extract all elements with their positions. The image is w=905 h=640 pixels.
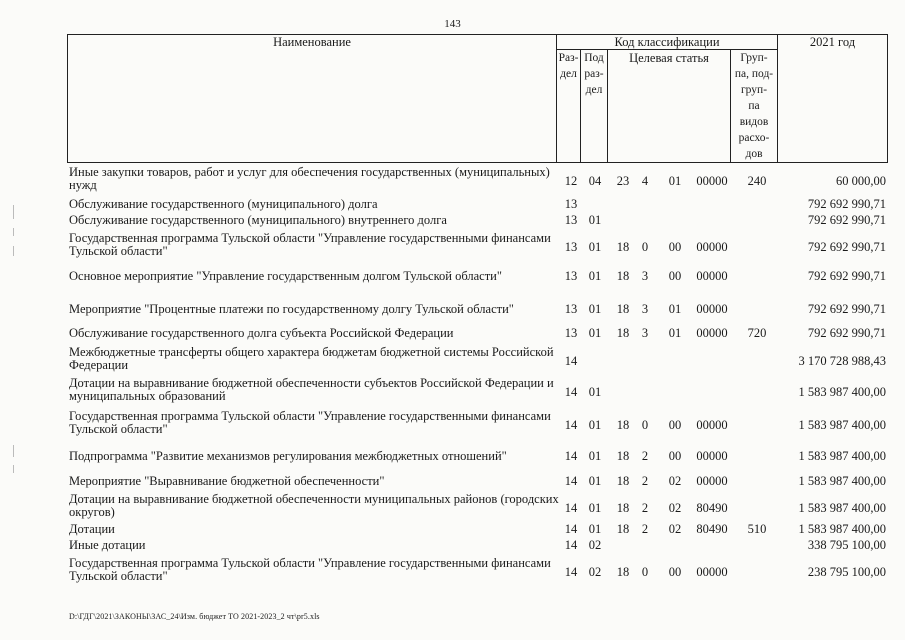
row-name: Иные закупки товаров, работ и услуг для обеспечения государственных (муниципальных) нужд — [69, 165, 550, 192]
row-code-c1: 18 — [616, 240, 630, 254]
row-name: Межбюджетные трансферты общего характера бюджетам бюджетной системы Российской Федерации — [69, 345, 554, 372]
row-code-c2: 4 — [641, 174, 649, 188]
row-code-r: 14 — [564, 354, 578, 368]
row-code-pr: 01 — [588, 213, 602, 227]
row-code-pr: 01 — [588, 449, 602, 463]
row-amount: 792 692 990,71 — [807, 302, 886, 316]
row-amount: 792 692 990,71 — [807, 213, 886, 227]
row-amount: 3 170 728 988,43 — [798, 354, 886, 368]
row-code-r: 14 — [564, 474, 578, 488]
row-amount: 792 692 990,71 — [807, 240, 886, 254]
header-name: Наименование — [273, 35, 351, 49]
row-code-r: 14 — [564, 522, 578, 536]
row-code-c1: 23 — [616, 174, 630, 188]
row-code-c2: 0 — [641, 240, 649, 254]
row-name: Основное мероприятие "Управление государственным долгом Тульской области" — [69, 269, 502, 283]
row-code-pr: 01 — [588, 326, 602, 340]
row-name: Подпрограмма "Развитие механизмов регулирования межбюджетных отношений" — [69, 449, 507, 463]
row-amount: 1 583 987 400,00 — [798, 474, 886, 488]
row-name: Мероприятие "Процентные платежи по государственному долгу Тульской области" — [69, 302, 514, 316]
row-code-r: 13 — [564, 197, 578, 211]
row-amount: 1 583 987 400,00 — [798, 501, 886, 515]
row-code-c1: 18 — [616, 522, 630, 536]
row-code-pr: 01 — [588, 269, 602, 283]
row-code-pr: 02 — [588, 565, 602, 579]
row-amount: 792 692 990,71 — [807, 197, 886, 211]
header-year-cell — [777, 34, 888, 163]
row-code-c3: 02 — [668, 501, 682, 515]
row-code-r: 12 — [564, 174, 578, 188]
row-code-c4: 00000 — [696, 174, 728, 188]
row-code-c4: 00000 — [696, 240, 728, 254]
row-amount: 1 583 987 400,00 — [798, 449, 886, 463]
row-amount: 1 583 987 400,00 — [798, 385, 886, 399]
row-code-c1: 18 — [616, 326, 630, 340]
row-code-c4: 80490 — [696, 501, 728, 515]
row-code-g: 720 — [747, 326, 767, 340]
page-number: 143 — [444, 18, 461, 30]
row-code-c4: 00000 — [696, 449, 728, 463]
header-group: Груп- па, под- груп- па видов расхо- дов — [734, 52, 774, 160]
header-razdel: Раз- дел — [558, 52, 579, 80]
row-name: Дотации — [69, 522, 115, 536]
row-code-c2: 2 — [641, 474, 649, 488]
row-code-c2: 2 — [641, 501, 649, 515]
row-code-r: 13 — [564, 240, 578, 254]
row-amount: 792 692 990,71 — [807, 269, 886, 283]
row-code-c2: 0 — [641, 418, 649, 432]
row-code-c3: 00 — [668, 449, 682, 463]
row-name: Государственная программа Тульской области "Управление государственными финансами Тульской области" — [69, 231, 551, 258]
row-amount: 792 692 990,71 — [807, 326, 886, 340]
row-name: Дотации на выравнивание бюджетной обеспеченности субъектов Российской Федерации и муниципальных образований — [69, 376, 554, 403]
row-code-c3: 01 — [668, 174, 682, 188]
row-code-c3: 00 — [668, 269, 682, 283]
row-amount: 1 583 987 400,00 — [798, 522, 886, 536]
row-code-pr: 01 — [588, 501, 602, 515]
row-amount: 1 583 987 400,00 — [798, 418, 886, 432]
row-code-c4: 80490 — [696, 522, 728, 536]
row-code-c1: 18 — [616, 565, 630, 579]
header-code: Код классификации — [614, 35, 720, 49]
row-code-pr: 01 — [588, 240, 602, 254]
row-code-c3: 01 — [668, 326, 682, 340]
row-code-r: 13 — [564, 326, 578, 340]
row-code-c1: 18 — [616, 418, 630, 432]
row-code-pr: 02 — [588, 538, 602, 552]
row-code-c2: 3 — [641, 269, 649, 283]
row-code-c3: 00 — [668, 240, 682, 254]
row-name: Иные дотации — [69, 538, 146, 552]
row-code-c4: 00000 — [696, 418, 728, 432]
row-code-r: 14 — [564, 385, 578, 399]
row-code-c3: 00 — [668, 418, 682, 432]
header-target: Целевая статья — [629, 51, 709, 65]
row-code-c1: 18 — [616, 269, 630, 283]
row-code-c1: 18 — [616, 449, 630, 463]
row-amount: 60 000,00 — [836, 174, 886, 188]
row-code-c3: 01 — [668, 302, 682, 316]
row-code-g: 510 — [747, 522, 767, 536]
row-code-c4: 00000 — [696, 326, 728, 340]
row-code-r: 13 — [564, 302, 578, 316]
row-code-r: 14 — [564, 501, 578, 515]
row-code-pr: 01 — [588, 418, 602, 432]
header-year: 2021 год — [809, 35, 856, 49]
file-path-footer: D:\ГДГ\2021\ЗАКОНЫ\ЗАС_24\Изм. бюджет ТО 2021-2023_2 чт\pr5.xls — [69, 612, 320, 621]
row-code-r: 14 — [564, 418, 578, 432]
row-code-pr: 01 — [588, 522, 602, 536]
row-name: Мероприятие "Выравнивание бюджетной обеспеченности" — [69, 474, 385, 488]
row-code-c2: 3 — [641, 302, 649, 316]
row-name: Государственная программа Тульской области "Управление государственными финансами Тульской области" — [69, 409, 551, 436]
row-code-c3: 00 — [668, 565, 682, 579]
row-code-r: 14 — [564, 538, 578, 552]
row-code-r: 14 — [564, 449, 578, 463]
row-code-c2: 2 — [641, 449, 649, 463]
row-name: Дотации на выравнивание бюджетной обеспеченности муниципальных районов (городских округов) — [69, 492, 559, 519]
row-code-pr: 01 — [588, 385, 602, 399]
row-amount: 238 795 100,00 — [807, 565, 886, 579]
row-code-r: 13 — [564, 213, 578, 227]
row-code-pr: 01 — [588, 302, 602, 316]
row-name: Обслуживание государственного (муниципального) долга — [69, 197, 378, 211]
row-code-c4: 00000 — [696, 565, 728, 579]
row-code-c1: 18 — [616, 501, 630, 515]
row-code-c3: 02 — [668, 474, 682, 488]
header-podrazdel: Под раз- дел — [584, 52, 604, 96]
row-code-r: 14 — [564, 565, 578, 579]
row-code-g: 240 — [747, 174, 767, 188]
header-name-cell — [67, 34, 557, 163]
row-code-pr: 01 — [588, 474, 602, 488]
header-target-cell — [607, 49, 731, 163]
row-code-r: 13 — [564, 269, 578, 283]
row-code-c2: 2 — [641, 522, 649, 536]
row-name: Обслуживание государственного долга субъекта Российской Федерации — [69, 326, 454, 340]
row-code-c2: 0 — [641, 565, 649, 579]
row-code-c4: 00000 — [696, 302, 728, 316]
row-name: Государственная программа Тульской области "Управление государственными финансами Тульской области" — [69, 556, 551, 583]
row-code-c4: 00000 — [696, 474, 728, 488]
row-code-pr: 04 — [588, 174, 602, 188]
row-name: Обслуживание государственного (муниципального) внутреннего долга — [69, 213, 447, 227]
row-amount: 338 795 100,00 — [807, 538, 886, 552]
row-code-c4: 00000 — [696, 269, 728, 283]
row-code-c3: 02 — [668, 522, 682, 536]
row-code-c2: 3 — [641, 326, 649, 340]
row-code-c1: 18 — [616, 302, 630, 316]
row-code-c1: 18 — [616, 474, 630, 488]
